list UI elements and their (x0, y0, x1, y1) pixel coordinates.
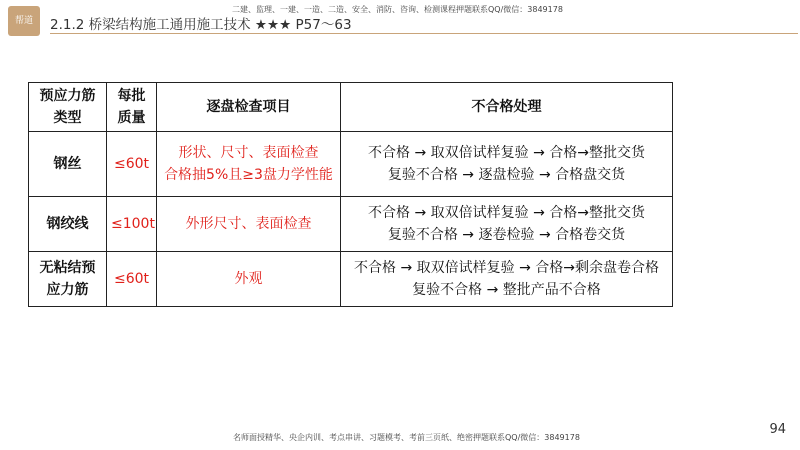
header-batch (107, 83, 157, 132)
header-contact-note: 二建、监理、一建、一造、二造、安全、消防、咨询、检测课程押题联系QQ/微信：3849178 (232, 5, 563, 14)
header-batch-line: 每批 (117, 88, 146, 104)
inspection-table (28, 82, 673, 307)
cell-handling (341, 252, 673, 307)
cell-check (157, 252, 341, 307)
cell-handling (341, 197, 673, 252)
cell-handling-line: 复验不合格 → 逐卷检验 → 合格卷交货 (387, 227, 626, 243)
cell-batch: ≤100t (107, 197, 157, 252)
cell-handling-line: 不合格 → 取双倍试样复验 → 合格→剩余盘卷合格 (354, 260, 659, 276)
header-handling: 不合格处理 (341, 83, 673, 132)
header-divider (50, 33, 798, 34)
table-header-row (29, 83, 673, 132)
cell-handling (341, 132, 673, 197)
cell-type-line: 钢丝 (53, 156, 82, 172)
header-batch-line: 质量 (117, 110, 146, 126)
cell-check-line: 合格抽5%且≥3盘力学性能 (164, 167, 333, 183)
cell-check (157, 132, 341, 197)
cell-type-line: 应力筋 (46, 282, 89, 298)
cell-type-line: 钢绞线 (46, 216, 89, 232)
header-type (29, 83, 107, 132)
cell-type (29, 197, 107, 252)
table-row (29, 197, 673, 252)
cell-handling-line: 复验不合格 → 整批产品不合格 (412, 282, 601, 298)
footer-contact-note: 名师面授精华、央企内训、考点串讲、习题模考、考前三页纸、绝密押题联系QQ/微信：3849178 (233, 433, 580, 442)
cell-check-line: 外观 (234, 271, 263, 287)
page-number: 94 (769, 422, 786, 437)
cell-type (29, 132, 107, 197)
cell-check-line: 外形尺寸、表面检查 (185, 216, 312, 232)
logo-text: 帮道 (14, 15, 33, 26)
cell-type-line: 无粘结预 (39, 260, 96, 276)
table-row (29, 132, 673, 197)
brand-logo (8, 6, 40, 36)
cell-check (157, 197, 341, 252)
cell-type (29, 252, 107, 307)
cell-handling-line: 复验不合格 → 逐盘检验 → 合格盘交货 (387, 167, 626, 183)
cell-batch: ≤60t (107, 252, 157, 307)
cell-handling-line: 不合格 → 取双倍试样复验 → 合格→整批交货 (368, 145, 645, 161)
cell-batch: ≤60t (107, 132, 157, 197)
table-row (29, 252, 673, 307)
header-type-line: 类型 (53, 110, 82, 126)
page-title: 2.1.2 桥梁结构施工通用施工技术 ★★★ P57～63 (50, 17, 352, 33)
cell-handling-line: 不合格 → 取双倍试样复验 → 合格→整批交货 (368, 205, 645, 221)
header-check: 逐盘检查项目 (157, 83, 341, 132)
header-type-line: 预应力筋 (39, 88, 96, 104)
cell-check-line: 形状、尺寸、表面检查 (178, 145, 319, 161)
